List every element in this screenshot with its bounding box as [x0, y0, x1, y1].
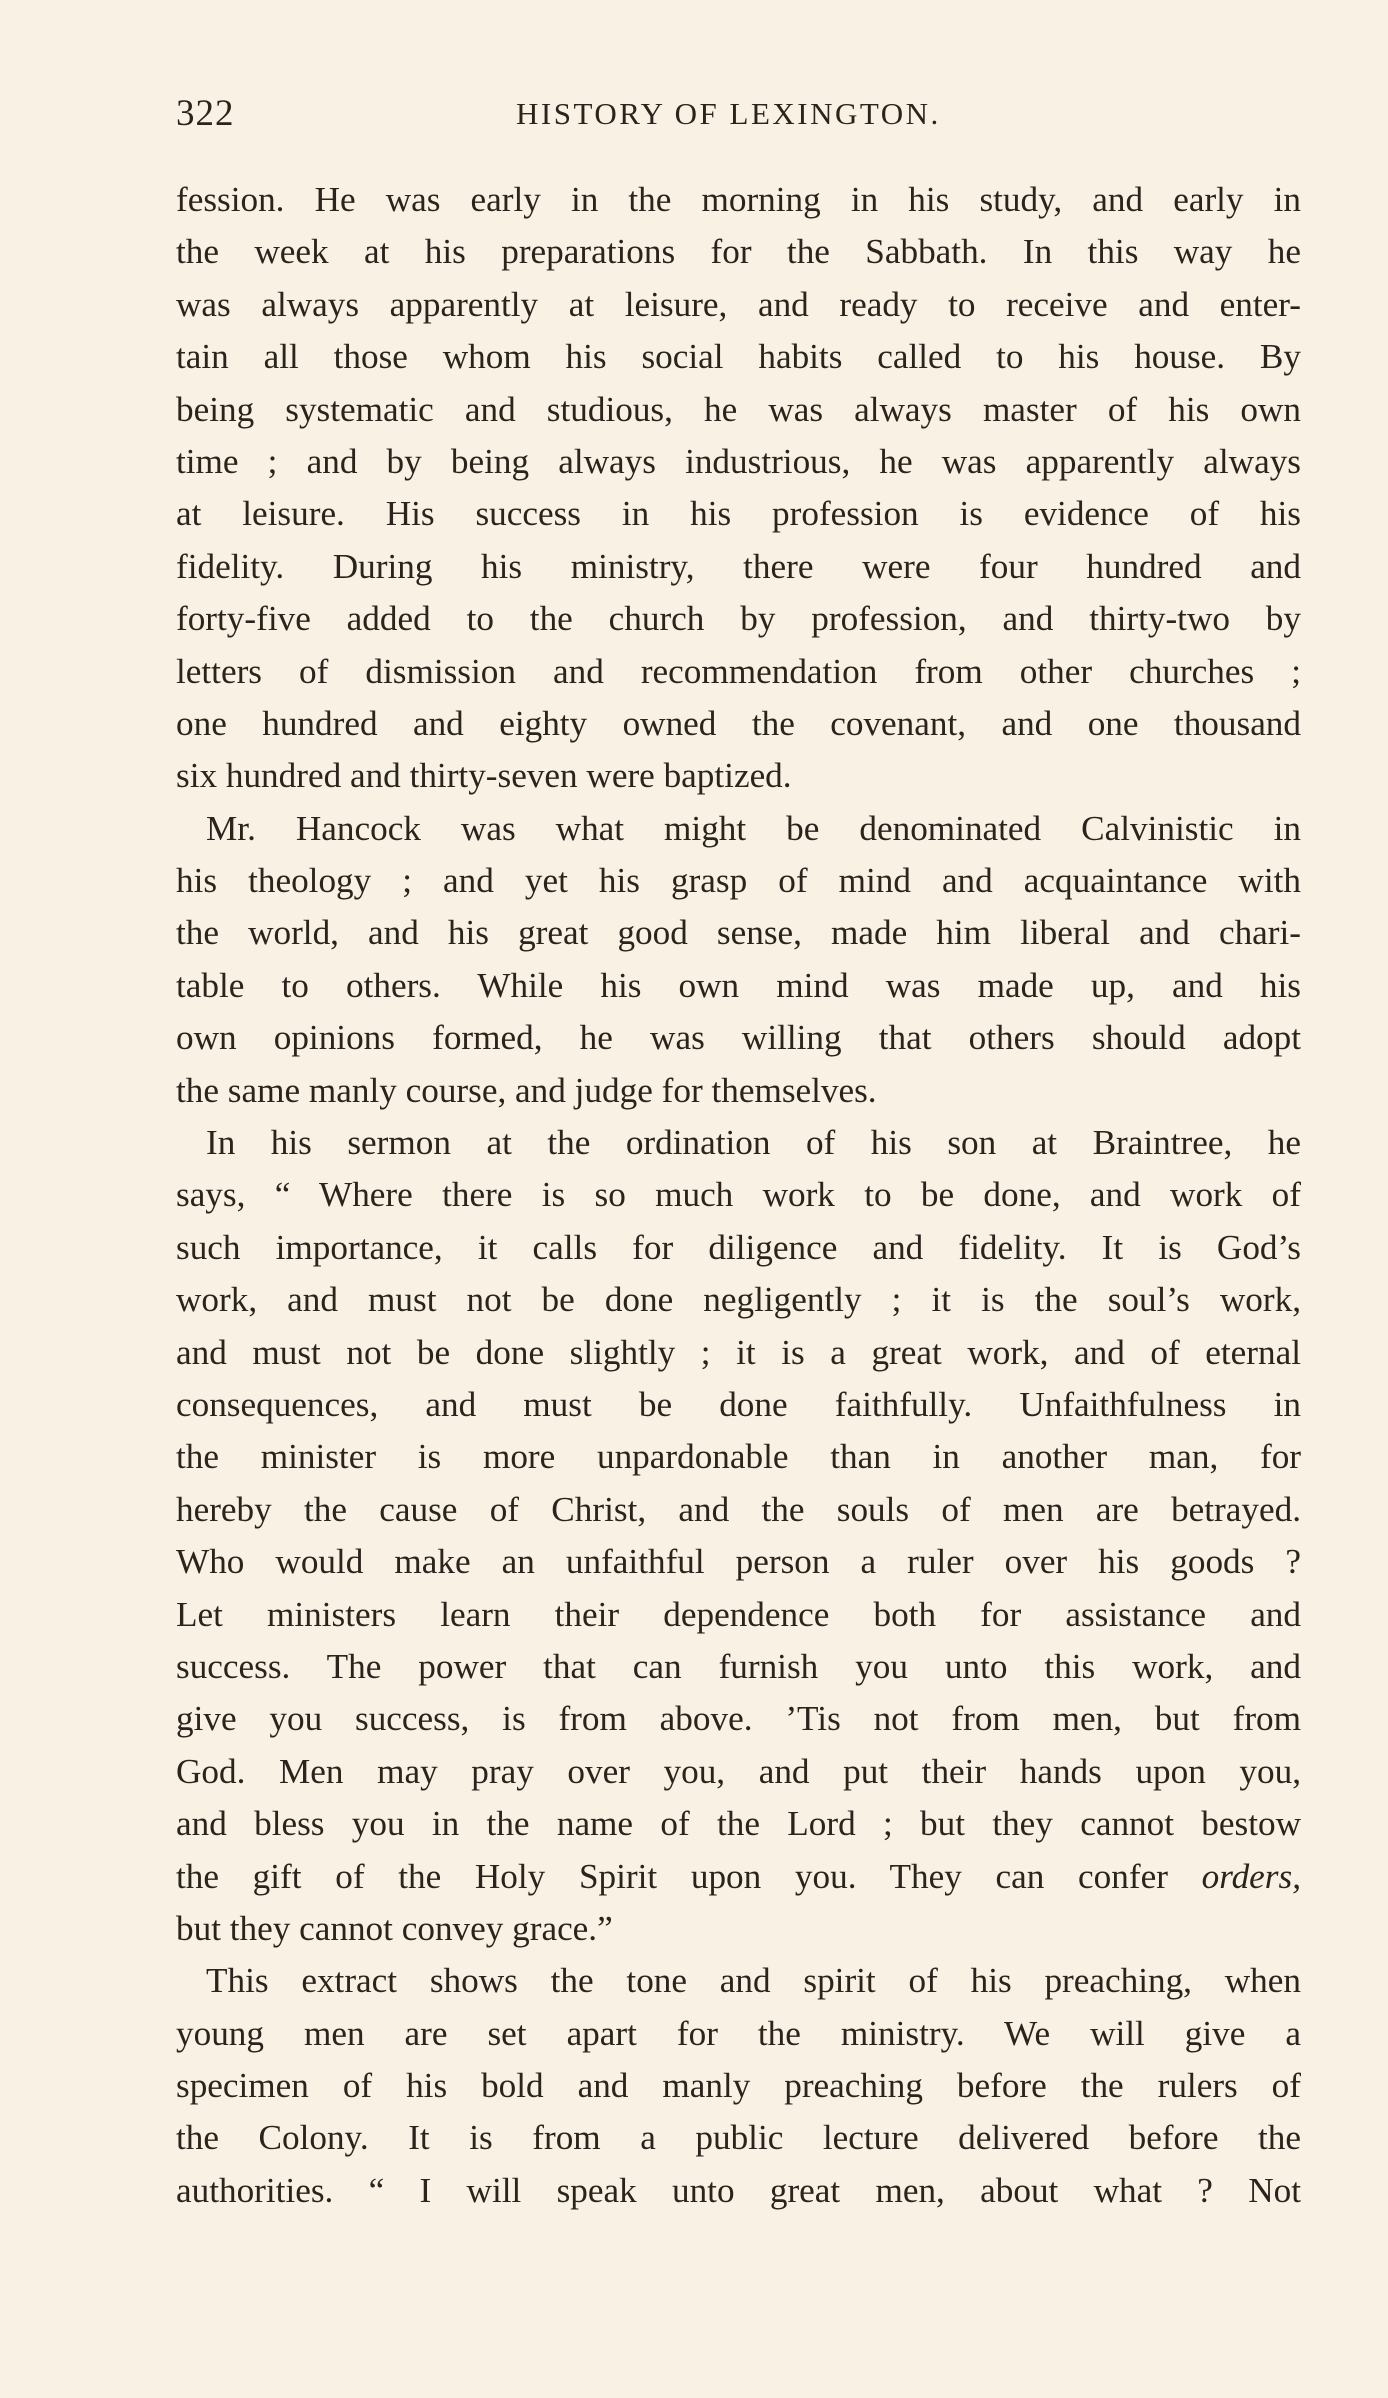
text-line: table to others. While his own mind was made up, and his: [176, 965, 1301, 1005]
text-line: being systematic and studious, he was always master of his own: [176, 389, 1301, 429]
text-line: the minister is more unpardonable than in another man, for: [176, 1437, 1301, 1477]
text-line: and bless you in the name of the Lord ; but they cannot bestow: [176, 1804, 1301, 1844]
text-line: Let ministers learn their dependence both for assistance and: [176, 1594, 1301, 1634]
text-line: tain all those whom his social habits called to his house. By: [176, 337, 1301, 377]
text-line: says, “ Where there is so much work to be done, and work of: [176, 1175, 1301, 1215]
text-line: In his sermon at the ordination of his son at Braintree, he: [206, 1123, 1301, 1163]
text-line: success. The power that can furnish you unto this work, and: [176, 1646, 1301, 1686]
text-line: one hundred and eighty owned the covenant, and one thousand: [176, 703, 1301, 743]
text-line: Who would make an unfaithful person a ruler over his goods ?: [176, 1542, 1301, 1582]
text-line: time ; and by being always industrious, he was apparently always: [176, 441, 1301, 481]
running-title: HISTORY OF LEXINGTON.: [516, 96, 941, 131]
page-number: 322: [176, 93, 235, 134]
text-line: but they cannot convey grace.”: [176, 1908, 613, 1948]
text-line: was always apparently at leisure, and ready to receive and enter-: [176, 284, 1301, 324]
italic-word: orders,: [1201, 1856, 1301, 1896]
text-line: his theology ; and yet his grasp of mind and acquaintance with: [176, 861, 1301, 901]
text-line: hereby the cause of Christ, and the souls of men are betrayed.: [176, 1489, 1301, 1529]
text-line: own opinions formed, he was willing that others should adopt: [176, 1018, 1301, 1058]
body-text: [176, 174, 1301, 2217]
text-line: such importance, it calls for diligence and fidelity. It is God’s: [176, 1227, 1301, 1267]
text-line: work, and must not be done negligently ; it is the soul’s work,: [176, 1280, 1301, 1320]
text-line: and must not be done slightly ; it is a great work, and of eternal: [176, 1332, 1301, 1372]
running-head: [176, 92, 1301, 148]
text-line: the world, and his great good sense, made him liberal and chari-: [176, 913, 1301, 953]
text-line: Mr. Hancock was what might be denominated Calvinistic in: [206, 808, 1301, 848]
text-line: specimen of his bold and manly preaching before the rulers of: [176, 2066, 1301, 2106]
text-line: six hundred and thirty-seven were baptized.: [176, 756, 792, 796]
text-line: consequences, and must be done faithfully. Unfaithfulness in: [176, 1384, 1301, 1424]
text-line: fidelity. During his ministry, there were four hundred and: [176, 546, 1301, 586]
text-line-with-italic: [176, 1851, 1301, 1903]
text-line: This extract shows the tone and spirit of his preaching, when: [206, 1961, 1301, 2001]
text-line: fession. He was early in the morning in his study, and early in: [176, 180, 1301, 219]
text-line: young men are set apart for the ministry. We will give a: [176, 2013, 1301, 2053]
text-line: forty-five added to the church by profession, and thirty-two by: [176, 599, 1301, 639]
text-line: God. Men may pray over you, and put their hands upon you,: [176, 1751, 1301, 1791]
text-line: letters of dismission and recommendation from other churches ;: [176, 651, 1301, 691]
text-line: the week at his preparations for the Sabbath. In this way he: [176, 232, 1301, 272]
text-line: the same manly course, and judge for themselves.: [176, 1070, 877, 1110]
text-line: give you success, is from above. ’Tis not from men, but from: [176, 1699, 1301, 1739]
text-line: authorities. “ I will speak unto great men, about what ? Not: [176, 2170, 1301, 2210]
text-line-start: the gift of the Holy Spirit upon you. They can confer: [176, 1856, 1168, 1896]
text-line: the Colony. It is from a public lecture delivered before the: [176, 2118, 1301, 2158]
text-line: at leisure. His success in his profession is evidence of his: [176, 494, 1301, 534]
